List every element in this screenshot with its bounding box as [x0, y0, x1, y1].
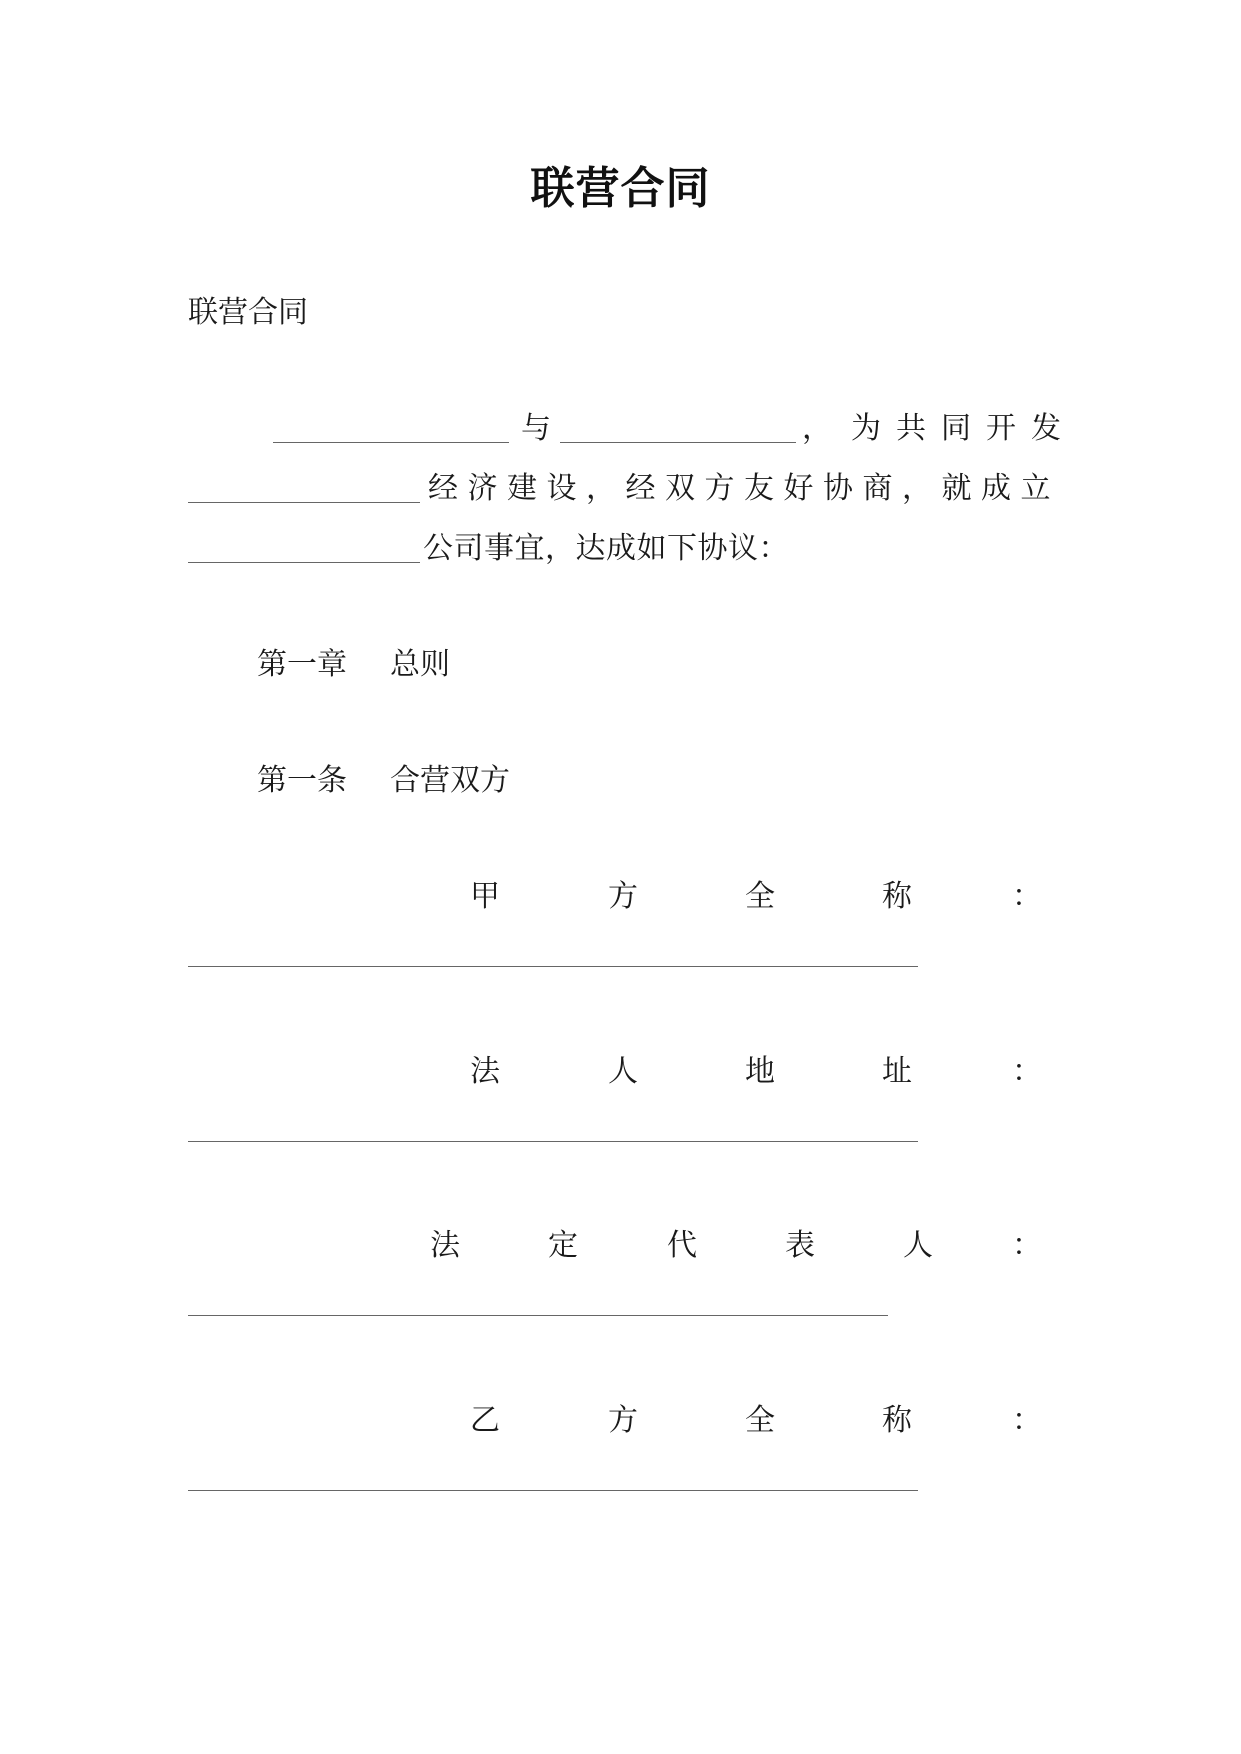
preamble-line3-text: 公司事宜，达成如下协议：	[423, 531, 789, 566]
chapter-number: 第一章	[257, 647, 347, 682]
preamble-conj: 与	[521, 411, 551, 446]
article-name: 合营双方	[390, 763, 510, 798]
blank-legal-representative[interactable]	[188, 1315, 888, 1316]
article-number: 第一条	[257, 763, 347, 798]
blank-legal-address[interactable]	[188, 1141, 918, 1142]
blank-party-b[interactable]	[560, 442, 796, 443]
blank-party-a-name[interactable]	[188, 966, 918, 967]
document-title: 联营合同	[530, 163, 711, 214]
preamble-comma: ，	[802, 411, 832, 446]
blank-party-a[interactable]	[273, 442, 509, 443]
document-subtitle: 联营合同	[188, 295, 308, 330]
chapter-name: 总则	[390, 647, 450, 682]
preamble-line2-text: 经济建设，经双方友好协商，就成立	[428, 471, 1060, 506]
preamble-line1-text: 为共同开发	[851, 411, 1076, 446]
blank-company-name[interactable]	[188, 562, 420, 563]
blank-development[interactable]	[188, 502, 420, 503]
blank-party-b-name[interactable]	[188, 1490, 918, 1491]
document-page: 联营合同 联营合同 与 ， 为共同开发 经济建设，经双方友好协商，就成立 公司事宜，达成如下协议： 第一章 总则 第一条 合营双方 甲 方 全 称 ： 法 人 地 址 ： 法 定 代 表 人 ： 乙 方 全 称 ：	[0, 0, 1241, 1754]
